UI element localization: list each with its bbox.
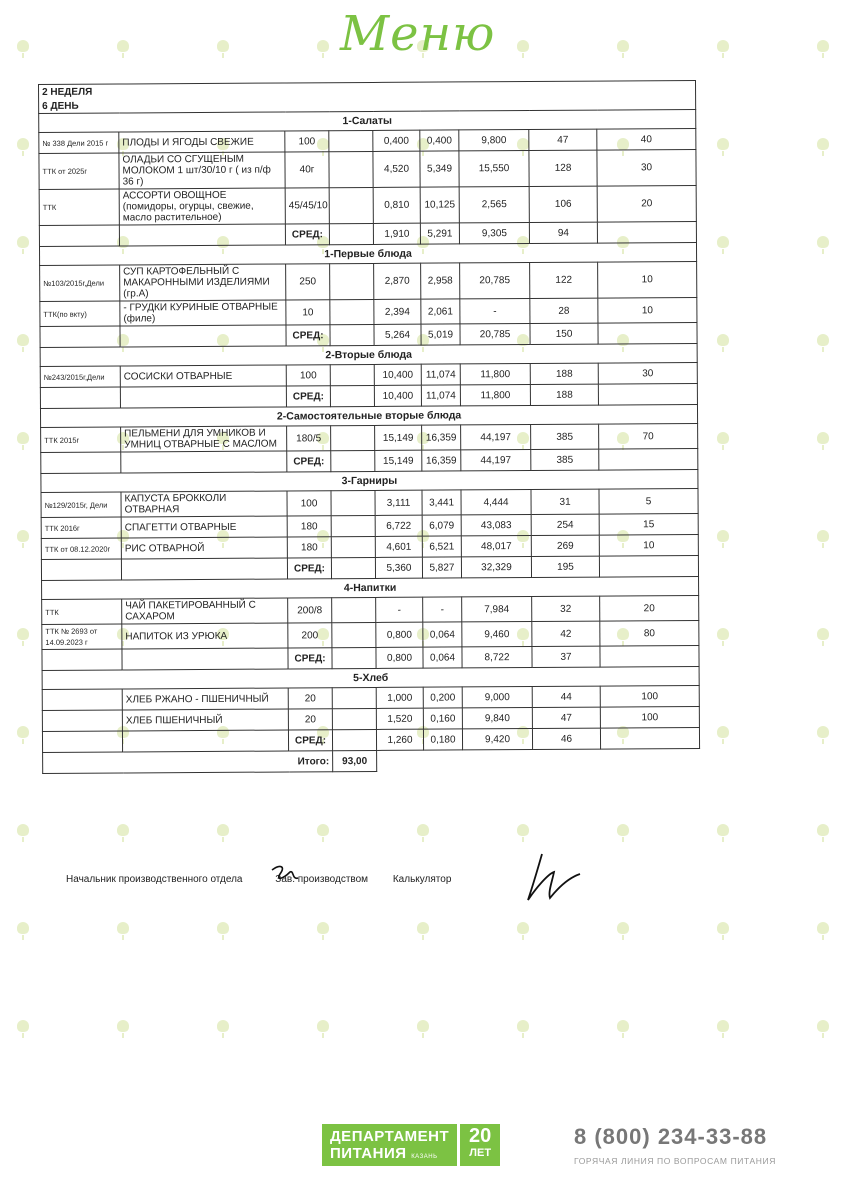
recipe-code: ТТК от 08.12.2020г	[41, 538, 121, 559]
vitamin-value: 15	[599, 513, 698, 535]
vitamin-value: 10	[598, 261, 697, 298]
vitamin-value: 10	[598, 297, 697, 323]
recipe-code: №129/2015г, Дели	[41, 492, 121, 517]
price-cell	[329, 151, 373, 187]
average-row	[42, 727, 699, 752]
watermark-icon	[14, 40, 32, 58]
empty-cell	[332, 729, 376, 750]
watermark-icon	[714, 824, 732, 842]
portion-weight: 10	[286, 300, 330, 325]
page-title: Меню	[340, 6, 496, 62]
vitamin-value: 100	[600, 685, 699, 707]
price-cell	[332, 622, 376, 647]
protein-value: 2,870	[374, 263, 421, 299]
energy-value: 44	[532, 686, 600, 707]
watermark-icon	[814, 236, 832, 254]
empty-cell	[122, 648, 288, 670]
watermark-icon	[214, 824, 232, 842]
price-cell	[329, 130, 373, 151]
carbs-value: 11,800	[460, 363, 530, 384]
avg-fat: 5,291	[420, 223, 459, 244]
empty-cell	[600, 727, 699, 749]
watermark-icon	[14, 726, 32, 744]
watermark-icon	[214, 1020, 232, 1038]
portion-weight: 45/45/10	[285, 188, 329, 224]
section-title: 4-Напитки	[42, 576, 699, 599]
avg-carbs: 20,785	[460, 323, 530, 344]
vitamin-value: 70	[599, 423, 698, 449]
average-label: СРЕД:	[287, 558, 331, 579]
portion-weight: 200/8	[288, 598, 332, 623]
protein-value: 6,722	[375, 515, 422, 536]
dish-name: ЧАЙ ПАКЕТИРОВАННЫЙ С САХАРОМ	[122, 598, 288, 624]
watermark-icon	[314, 40, 332, 58]
dish-name: ПЛОДЫ И ЯГОДЫ СВЕЖИЕ	[119, 131, 285, 153]
recipe-code: №103/2015г,Дели	[40, 265, 120, 301]
price-cell	[331, 490, 375, 515]
portion-weight: 180	[287, 537, 331, 558]
section-title: 2-Вторые блюда	[40, 343, 697, 366]
protein-value: 0,800	[376, 622, 423, 647]
recipe-code: №243/2015г,Дели	[40, 366, 120, 387]
carbs-value: 15,550	[459, 151, 529, 187]
watermark-icon	[114, 824, 132, 842]
average-label: СРЕД:	[285, 224, 329, 245]
fat-value: 6,521	[422, 536, 461, 557]
section-title: 1-Салаты	[39, 109, 696, 132]
carbs-value: 9,800	[459, 130, 529, 151]
price-cell	[330, 299, 374, 324]
watermark-icon	[114, 1020, 132, 1038]
watermark-icon	[814, 40, 832, 58]
dish-name: ОЛАДЬИ СО СГУЩЕНЫМ МОЛОКОМ 1 шт/30/10 г ( из п/ф 36 г)	[119, 152, 285, 189]
dish-name: СОСИСКИ ОТВАРНЫЕ	[120, 365, 286, 387]
watermark-icon	[314, 1020, 332, 1038]
empty-cell	[330, 324, 374, 345]
avg-protein: 1,910	[373, 223, 420, 244]
watermark-icon	[14, 1020, 32, 1038]
dish-name: КАПУСТА БРОККОЛИ ОТВАРНАЯ	[121, 491, 287, 517]
fat-value: 0,400	[420, 130, 459, 151]
carbs-value: 9,000	[462, 686, 532, 707]
vitamin-value: 20	[600, 595, 699, 621]
energy-value: 269	[531, 535, 599, 556]
dish-name: ХЛЕБ ПШЕНИЧНЫЙ	[122, 709, 288, 731]
avg-protein: 1,260	[376, 729, 423, 750]
empty-cell	[120, 386, 286, 408]
recipe-code: ТТК № 2693 от 14.09.2023 г	[42, 624, 122, 649]
vitamin-value: 30	[597, 149, 696, 186]
total-value: 93,00	[333, 750, 377, 771]
table-row	[40, 261, 697, 301]
fat-value: 6,079	[422, 515, 461, 536]
watermark-icon	[714, 530, 732, 548]
total-label: Итого:	[43, 751, 333, 774]
dish-name: СПАГЕТТИ ОТВАРНЫЕ	[121, 516, 287, 538]
energy-value: 106	[529, 186, 597, 222]
hotline-caption: ГОРЯЧАЯ ЛИНИЯ ПО ВОПРОСАМ ПИТАНИЯ	[574, 1156, 776, 1166]
energy-value: 47	[532, 707, 600, 728]
avg-fat: 0,180	[423, 729, 462, 750]
price-cell	[330, 263, 374, 299]
protein-value: 10,400	[374, 364, 421, 385]
table-row	[39, 149, 696, 189]
average-label: СРЕД:	[288, 648, 332, 669]
watermark-icon	[314, 824, 332, 842]
portion-weight: 100	[287, 491, 331, 516]
avg-protein: 0,800	[376, 647, 423, 668]
empty-cell	[331, 557, 375, 578]
watermark-icon	[714, 432, 732, 450]
watermark-icon	[14, 334, 32, 352]
recipe-code: № 338 Дели 2015 г	[39, 132, 119, 153]
watermark-icon	[14, 236, 32, 254]
section-title: 1-Первые блюда	[39, 242, 696, 265]
empty-cell	[121, 558, 287, 580]
production-manager-label: Зав. производством	[275, 874, 369, 885]
empty-cell	[599, 448, 698, 470]
avg-protein: 5,360	[375, 557, 422, 578]
dish-name: ХЛЕБ РЖАНО - ПШЕНИЧНЫЙ	[122, 688, 288, 710]
avg-carbs: 44,197	[461, 449, 531, 470]
energy-value: 122	[530, 262, 598, 298]
carbs-value: 2,565	[459, 187, 529, 223]
energy-value: 31	[531, 489, 599, 514]
watermark-icon	[714, 922, 732, 940]
portion-weight: 40г	[285, 152, 329, 188]
watermark-icon	[614, 1020, 632, 1038]
dish-name: - ГРУДКИ КУРИНЫЕ ОТВАРНЫЕ (филе)	[120, 300, 286, 326]
protein-value: 4,520	[373, 151, 420, 187]
recipe-code: ТТК	[39, 189, 119, 225]
price-cell	[331, 536, 375, 557]
recipe-code	[42, 689, 122, 710]
recipe-code: ТТК от 2025г	[39, 153, 119, 189]
empty-cell	[332, 647, 376, 668]
watermark-icon	[614, 824, 632, 842]
price-cell	[330, 364, 374, 385]
empty-cell	[42, 731, 122, 752]
empty-cell	[122, 730, 288, 752]
average-label: СРЕД:	[286, 386, 330, 407]
empty-cell	[600, 645, 699, 667]
empty-cell	[41, 559, 121, 580]
fat-value: -	[423, 597, 462, 622]
section-title: 3-Гарниры	[41, 469, 698, 492]
average-label: СРЕД:	[286, 325, 330, 346]
empty-cell	[329, 223, 373, 244]
dish-name: СУП КАРТОФЕЛЬНЫЙ С МАКАРОННЫМИ ИЗДЕЛИЯМИ (гр.А)	[120, 264, 286, 301]
portion-weight: 100	[285, 131, 329, 152]
section-title: 2-Самостоятельные вторые блюда	[40, 404, 697, 427]
fat-value: 16,359	[422, 425, 461, 450]
total-row	[43, 748, 700, 773]
price-cell	[332, 597, 376, 622]
fat-value: 2,061	[421, 299, 460, 324]
recipe-code	[42, 710, 122, 731]
watermark-icon	[514, 1020, 532, 1038]
vitamin-value: 20	[597, 185, 696, 222]
avg-carbs: 32,329	[461, 556, 531, 577]
watermark-icon	[814, 530, 832, 548]
empty-cell	[331, 450, 375, 471]
protein-value: 0,400	[373, 130, 420, 151]
menu-sheet	[38, 80, 699, 774]
energy-value: 128	[529, 150, 597, 186]
price-cell	[332, 708, 376, 729]
protein-value: 4,601	[375, 536, 422, 557]
dish-name: РИС ОТВАРНОЙ	[121, 537, 287, 559]
empty-cell	[121, 451, 287, 473]
watermark-icon	[814, 824, 832, 842]
watermark-icon	[114, 922, 132, 940]
protein-value: 1,520	[376, 708, 423, 729]
day-label: 6 ДЕНЬ	[39, 95, 696, 114]
watermark-icon	[714, 1020, 732, 1038]
energy-value: 47	[529, 129, 597, 150]
table-row	[39, 185, 696, 225]
watermark-icon	[714, 40, 732, 58]
recipe-code: ТТК 2016г	[41, 517, 121, 538]
empty-cell	[598, 383, 697, 405]
protein-value: 1,000	[376, 687, 423, 708]
fat-value: 2,958	[421, 263, 460, 299]
fat-value: 11,074	[421, 364, 460, 385]
energy-value: 42	[532, 621, 600, 646]
watermark-icon	[514, 922, 532, 940]
section-title: 5-Хлеб	[42, 666, 699, 689]
vitamin-value: 10	[599, 534, 698, 556]
avg-energy: 37	[532, 646, 600, 667]
avg-carbs: 9,420	[462, 728, 532, 749]
portion-weight: 180/5	[287, 426, 331, 451]
watermark-icon	[714, 726, 732, 744]
protein-value: 0,810	[373, 187, 420, 223]
protein-value: 2,394	[374, 299, 421, 324]
carbs-value: 44,197	[461, 424, 531, 449]
vitamin-value: 30	[598, 362, 697, 384]
energy-value: 254	[531, 514, 599, 535]
logo-text: ДЕПАРТАМЕНТ ПИТАНИЯ КАЗАНЬ	[322, 1124, 457, 1166]
watermark-icon	[14, 922, 32, 940]
watermark-icon	[14, 824, 32, 842]
price-cell	[331, 425, 375, 450]
empty-cell	[41, 452, 121, 473]
watermark-icon	[214, 40, 232, 58]
week-label: 2 НЕДЕЛЯ	[39, 80, 696, 99]
watermark-icon	[814, 138, 832, 156]
department-logo	[322, 1124, 500, 1166]
signature-mark-1	[268, 862, 302, 888]
empty-cell	[119, 224, 285, 246]
avg-energy: 188	[530, 384, 598, 405]
watermark-icon	[414, 922, 432, 940]
watermark-icon	[514, 824, 532, 842]
empty-cell	[120, 325, 286, 347]
watermark-icon	[614, 40, 632, 58]
watermark-icon	[14, 530, 32, 548]
watermark-icon	[414, 824, 432, 842]
avg-protein: 5,264	[374, 324, 421, 345]
dish-name: НАПИТОК ИЗ УРЮКА	[122, 623, 288, 649]
hotline-phone[interactable]: 8 (800) 234-33-88	[574, 1124, 768, 1149]
watermark-icon	[514, 40, 532, 58]
signature-line	[66, 874, 457, 885]
avg-fat: 11,074	[421, 385, 460, 406]
empty-cell	[39, 225, 119, 246]
protein-value: -	[376, 597, 423, 622]
average-label: СРЕД:	[288, 730, 332, 751]
empty-cell	[42, 649, 122, 670]
empty-cell	[330, 385, 374, 406]
carbs-value: 9,840	[462, 707, 532, 728]
recipe-code: ТТК	[42, 599, 122, 624]
watermark-icon	[814, 334, 832, 352]
fat-value: 5,349	[420, 151, 459, 187]
avg-carbs: 8,722	[462, 646, 532, 667]
energy-value: 385	[531, 424, 599, 449]
portion-weight: 180	[287, 516, 331, 537]
watermark-icon	[414, 1020, 432, 1038]
portion-weight: 100	[286, 365, 330, 386]
avg-energy: 150	[530, 323, 598, 344]
energy-value: 188	[530, 363, 598, 384]
menu-table	[38, 80, 700, 774]
price-cell	[332, 687, 376, 708]
watermark-icon	[14, 432, 32, 450]
portion-weight: 20	[288, 709, 332, 730]
empty-cell	[40, 387, 120, 408]
portion-weight: 200	[288, 623, 332, 648]
avg-protein: 10,400	[374, 385, 421, 406]
fat-value: 10,125	[420, 187, 459, 223]
watermark-icon	[814, 432, 832, 450]
fat-value: 0,064	[423, 622, 462, 647]
empty-cell	[599, 555, 698, 577]
vitamin-value: 40	[597, 128, 696, 150]
protein-value: 15,149	[375, 425, 422, 450]
vitamin-value: 5	[599, 488, 698, 514]
recipe-code: ТТК(по вкту)	[40, 301, 120, 326]
watermark-icon	[714, 628, 732, 646]
watermark-icon	[714, 236, 732, 254]
watermark-icon	[814, 1020, 832, 1038]
carbs-value: 7,984	[462, 596, 532, 621]
watermark-icon	[14, 628, 32, 646]
dish-name: ПЕЛЬМЕНИ ДЛЯ УМНИКОВ И УМНИЦ ОТВАРНЫЕ С МАСЛОМ	[121, 426, 287, 452]
watermark-icon	[14, 138, 32, 156]
protein-value: 3,111	[375, 490, 422, 515]
watermark-icon	[314, 922, 332, 940]
portion-weight: 250	[286, 264, 330, 300]
avg-energy: 94	[529, 222, 597, 243]
avg-fat: 5,827	[422, 557, 461, 578]
carbs-value: 9,460	[462, 621, 532, 646]
fat-value: 3,441	[422, 490, 461, 515]
avg-carbs: 11,800	[460, 384, 530, 405]
empty-cell	[597, 221, 696, 243]
fat-value: 0,160	[423, 708, 462, 729]
watermark-icon	[814, 628, 832, 646]
price-cell	[331, 515, 375, 536]
empty-cell	[40, 326, 120, 347]
vitamin-value: 80	[600, 620, 699, 646]
dish-name: АССОРТИ ОВОЩНОЕ (помидоры, огурцы, свежие, масло растительное)	[119, 188, 285, 225]
watermark-icon	[614, 922, 632, 940]
avg-carbs: 9,305	[459, 223, 529, 244]
fat-value: 0,200	[423, 687, 462, 708]
carbs-value: -	[460, 298, 530, 323]
signature-mark-2	[518, 848, 584, 908]
watermark-icon	[714, 334, 732, 352]
energy-value: 28	[530, 298, 598, 323]
calculator-label: Калькулятор	[392, 874, 452, 885]
watermark-icon	[814, 726, 832, 744]
watermark-icon	[214, 922, 232, 940]
energy-value: 32	[532, 596, 600, 621]
carbs-value: 43,083	[461, 514, 531, 535]
carbs-value: 4,444	[461, 489, 531, 514]
avg-energy: 385	[531, 449, 599, 470]
empty-cell	[598, 322, 697, 344]
carbs-value: 48,017	[461, 535, 531, 556]
watermark-icon	[114, 40, 132, 58]
average-label: СРЕД:	[287, 451, 331, 472]
avg-energy: 46	[532, 728, 600, 749]
vitamin-value: 100	[600, 706, 699, 728]
watermark-icon	[714, 138, 732, 156]
watermark-icon	[814, 922, 832, 940]
carbs-value: 20,785	[460, 263, 530, 299]
avg-fat: 5,019	[421, 324, 460, 345]
avg-energy: 195	[531, 556, 599, 577]
avg-fat: 0,064	[423, 647, 462, 668]
logo-anniversary: 20 ЛЕТ	[460, 1124, 500, 1166]
avg-protein: 15,149	[375, 450, 422, 471]
recipe-code: ТТК 2015г	[41, 427, 121, 452]
price-cell	[329, 187, 373, 223]
head-of-production-label: Начальник производственного отдела	[66, 874, 243, 885]
portion-weight: 20	[288, 688, 332, 709]
avg-fat: 16,359	[422, 450, 461, 471]
